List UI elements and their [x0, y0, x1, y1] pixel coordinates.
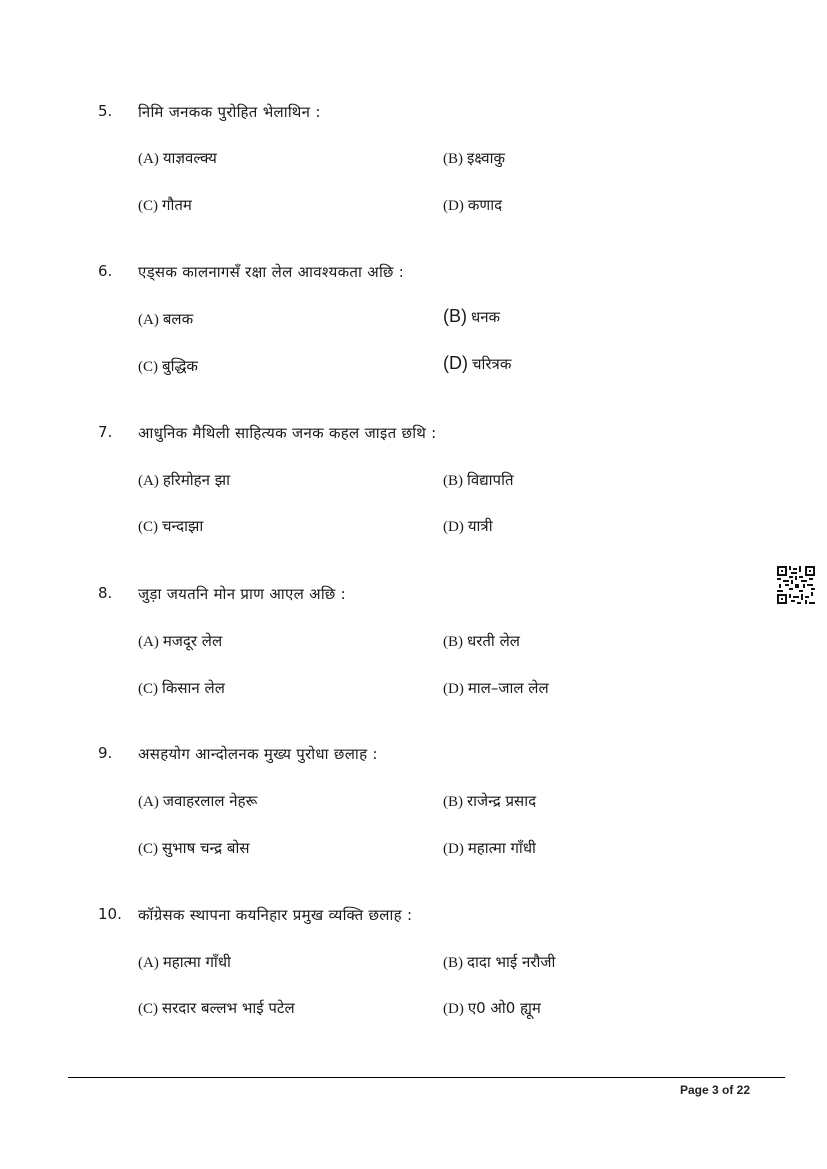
option-text: धनक [471, 308, 501, 326]
option-key: (C) [138, 519, 158, 535]
option-a [138, 148, 217, 168]
option-d [443, 998, 541, 1018]
question-number: 9. [98, 744, 113, 762]
option-key: (B) [443, 473, 463, 489]
option-c [138, 838, 250, 858]
option-key: (B) [443, 955, 463, 971]
question-number: 7. [98, 423, 113, 441]
option-key: (C) [138, 681, 158, 697]
option-d [443, 353, 511, 374]
option-text: सुभाष चन्द्र बोस [162, 839, 250, 857]
option-b [443, 631, 520, 651]
option-text: यात्री [467, 517, 493, 535]
option-text: हरिमोहन झा [162, 471, 230, 489]
option-key: (D) [443, 353, 468, 373]
option-key: (A) [138, 151, 159, 167]
option-c [138, 516, 203, 536]
option-d [443, 678, 549, 698]
question-text: निमि जनकक पुरोहित भेलाथिन : [138, 103, 321, 121]
option-key: (C) [138, 841, 158, 857]
question-text: कॉग्रेसक स्थापना कयनिहार प्रमुख व्यक्ति छलाह : [138, 906, 413, 924]
option-key: (B) [443, 634, 463, 650]
option-text: माल–जाल लेल [467, 679, 549, 697]
qr-code-icon [777, 566, 815, 604]
option-b [443, 306, 500, 327]
option-c [138, 998, 295, 1018]
option-text: मजदूर लेल [162, 632, 223, 650]
option-a [138, 631, 222, 651]
page-number: Page 3 of 22 [680, 1083, 751, 1097]
option-text: सरदार बल्लभ भाई पटेल [162, 999, 295, 1017]
option-b [443, 470, 514, 490]
option-d [443, 195, 502, 215]
option-b [443, 952, 555, 972]
option-key: (B) [443, 306, 467, 326]
option-key: (C) [138, 1001, 158, 1017]
option-text: बलक [162, 310, 194, 328]
option-key: (D) [443, 198, 464, 214]
question-text: जुड़ा जयतनि मोन प्राण आएल अछि : [138, 585, 346, 603]
option-text: ए0 ओ0 ह्यूम [467, 999, 541, 1017]
option-a [138, 470, 230, 490]
option-key: (D) [443, 1001, 464, 1017]
option-text: बुद्धिक [162, 357, 198, 375]
option-key: (D) [443, 841, 464, 857]
option-text: चरित्रक [472, 355, 512, 373]
option-text: कणाद [467, 196, 503, 214]
option-b [443, 148, 505, 168]
option-key: (C) [138, 359, 158, 375]
option-text: याज्ञवल्क्य [162, 149, 217, 167]
option-key: (A) [138, 634, 159, 650]
option-d [443, 838, 536, 858]
option-a [138, 309, 193, 329]
option-b [443, 791, 536, 811]
question-text: असहयोग आन्दोलनक मुख्य पुरोधा छलाह : [138, 745, 378, 763]
option-text: महात्मा गाँधी [162, 953, 231, 971]
option-c [138, 195, 192, 215]
option-text: महात्मा गाँधी [467, 839, 536, 857]
option-key: (A) [138, 312, 159, 328]
option-c [138, 356, 198, 376]
option-key: (A) [138, 955, 159, 971]
option-key: (A) [138, 473, 159, 489]
option-key: (D) [443, 681, 464, 697]
option-text: चन्दाझा [162, 517, 204, 535]
option-text: किसान लेल [162, 679, 225, 697]
option-c [138, 678, 225, 698]
option-key: (D) [443, 519, 464, 535]
footer-divider [68, 1077, 785, 1078]
option-key: (C) [138, 198, 158, 214]
option-key: (A) [138, 794, 159, 810]
question-number: 10. [98, 905, 122, 923]
question-number: 8. [98, 584, 113, 602]
option-text: धरती लेल [467, 632, 520, 650]
question-text: एड्सक कालनागसँ रक्षा लेल आवश्यकता अछि : [138, 263, 405, 281]
option-a [138, 952, 231, 972]
option-text: राजेन्द्र प्रसाद [467, 792, 537, 810]
option-a [138, 791, 257, 811]
option-key: (B) [443, 794, 463, 810]
option-text: इक्ष्वाकु [467, 149, 506, 167]
option-d [443, 516, 493, 536]
question-number: 6. [98, 262, 113, 280]
question-text: आधुनिक मैथिली साहित्यक जनक कहल जाइत छथि : [138, 424, 437, 442]
option-key: (B) [443, 151, 463, 167]
option-text: दादा भाई नरौजी [467, 953, 556, 971]
option-text: जवाहरलाल नेहरू [162, 792, 258, 810]
option-text: विद्यापति [467, 471, 514, 489]
option-text: गौतम [162, 196, 192, 214]
question-number: 5. [98, 102, 113, 120]
